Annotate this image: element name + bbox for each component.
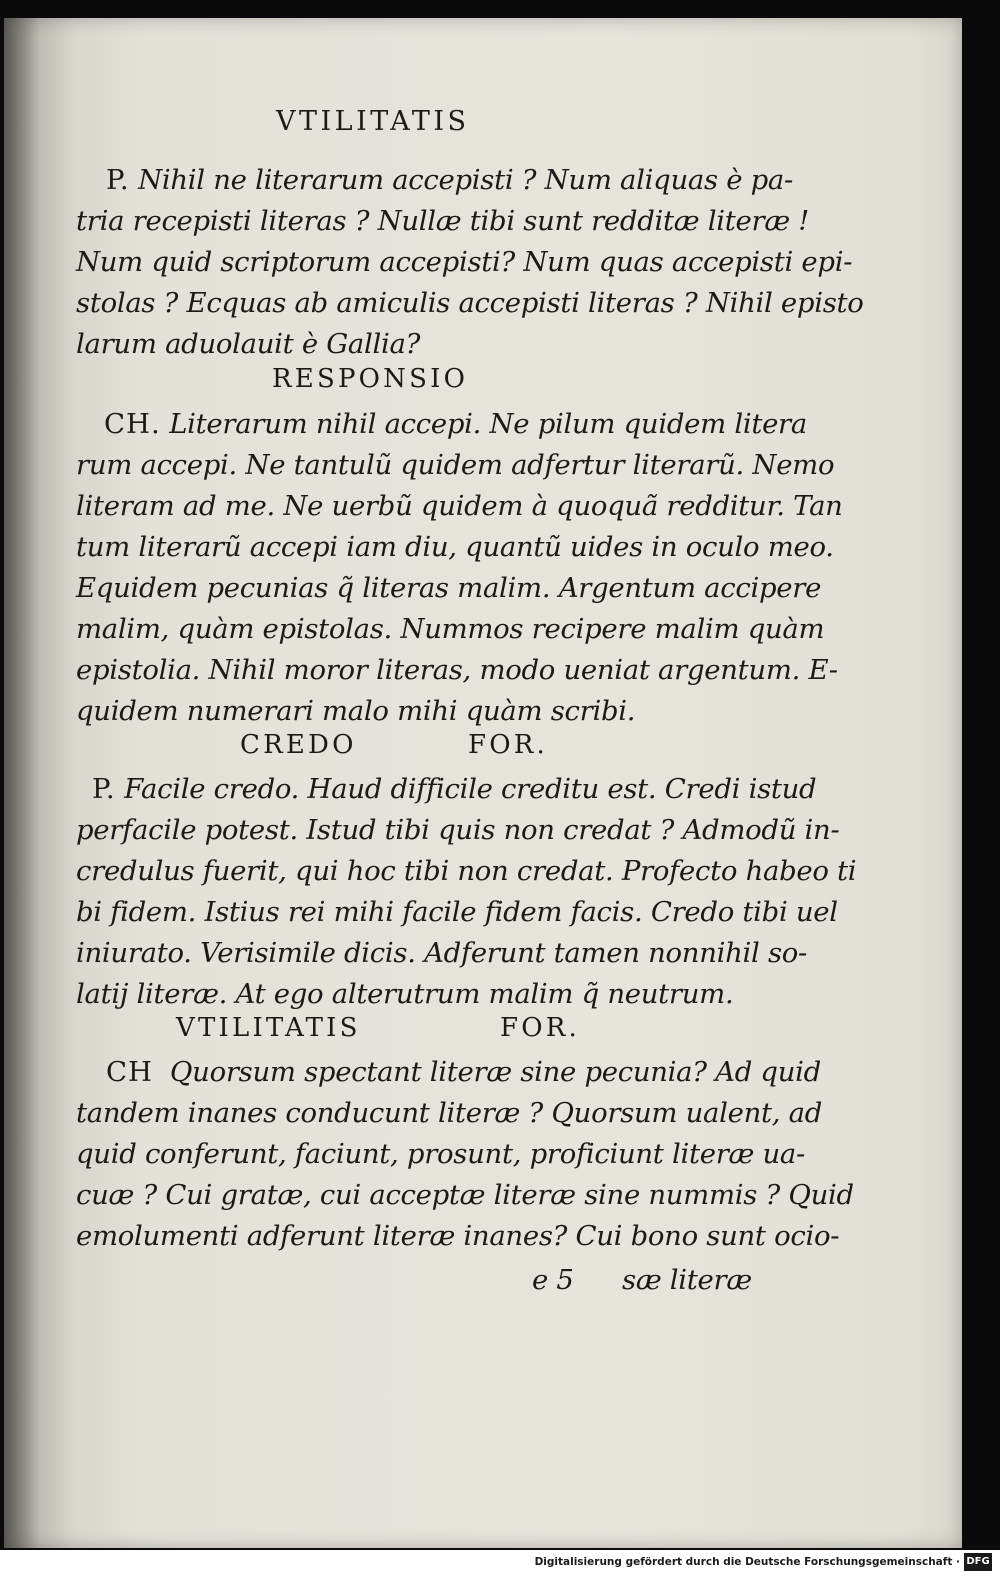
speaker-p-2: P. [92,773,116,805]
dfg-logo: DFG [964,1553,992,1571]
block3-line-3: credulus fuerit, qui hoc tibi non credat. Profecto habeo ti [76,855,857,887]
block3-line-2: perfacile potest. Istud tibi quis non credat ? Admodũ in- [76,814,840,846]
catchword: sæ literæ [622,1264,752,1296]
block3-line-1 [92,769,816,810]
block2-line-2: rum accepi. Ne tantulũ quidem adfertur literarũ. Nemo [76,449,835,481]
heading-utilitatis-left: VTILITATIS [176,1013,361,1043]
block1-line-1 [106,160,793,201]
block2-line-1 [104,404,807,445]
signature-mark: e 5 [532,1264,574,1296]
block1-line-3: Num quid scriptorum accepisti? Num quas accepisti epi- [76,246,853,278]
footer-credit: Digitalisierung gefördert durch die Deutsche Forschungsgemeinschaft · [534,1556,960,1568]
running-head: VTILITATIS [276,106,470,137]
block2-line-7: epistolia. Nihil moror literas, modo ueniat argentum. E- [76,654,838,686]
block3-line-4: bi fidem. Istius rei mihi facile fidem facis. Credo tibi uel [76,896,838,928]
block1-line-5: larum aduolauit è Gallia? [76,328,421,360]
block3-line-5: iniurato. Verisimile dicis. Adferunt tamen nonnihil so- [76,937,808,969]
block4-line-3: quid conferunt, faciunt, prosunt, proficiunt literæ ua- [76,1138,806,1170]
speaker-p: P. [106,164,130,196]
block4-line-4: cuæ ? Cui gratæ, cui acceptæ literæ sine nummis ? Quid [76,1179,854,1211]
block4-line-1-text: Quorsum spectant literæ sine pecunia? Ad quid [169,1056,821,1088]
block3-line-1-text: Facile credo. Haud difficile creditu est. Credi istud [124,773,817,805]
block4-line-2: tandem inanes conducunt literæ ? Quorsum ualent, ad [76,1097,823,1129]
block4-line-1 [106,1052,821,1093]
speaker-ch: CH. [104,408,161,440]
block1-line-4: stolas ? Ecquas ab amiculis accepisti literas ? Nihil episto [76,287,864,319]
block2-line-6: malim, quàm epistolas. Nummos recipere malim quàm [76,613,825,645]
heading-credo-right: FOR. [468,730,548,760]
block3-line-6: latij literæ. At ego alterutrum malim q̃ neutrum. [76,978,734,1010]
block1-line-1-text: Nihil ne literarum accepisti ? Num aliquas è pa- [138,164,794,196]
heading-utilitatis-right: FOR. [500,1013,580,1043]
block2-line-3: literam ad me. Ne uerbũ quidem à quoquã redditur. Tan [76,490,843,522]
block4-line-5: emolumenti adferunt literæ inanes? Cui bono sunt ocio- [76,1220,840,1252]
block2-line-1-text: Literarum nihil accepi. Ne pilum quidem litera [169,408,807,440]
heading-responsio: RESPONSIO [272,364,469,394]
page-gutter-shadow [4,18,40,1548]
speaker-ch-2: CH [106,1056,154,1088]
block2-line-4: tum literarũ accepi iam diu, quantũ uides in oculo meo. [76,531,834,563]
heading-credo-left: CREDO [240,730,357,760]
block2-line-8: quidem numerari malo mihi quàm scribi. [76,695,636,727]
block2-line-5: Equidem pecunias q̃ literas malim. Argentum accipere [76,572,822,604]
block1-line-2: tria recepisti literas ? Nullæ tibi sunt redditæ literæ ! [76,205,810,237]
